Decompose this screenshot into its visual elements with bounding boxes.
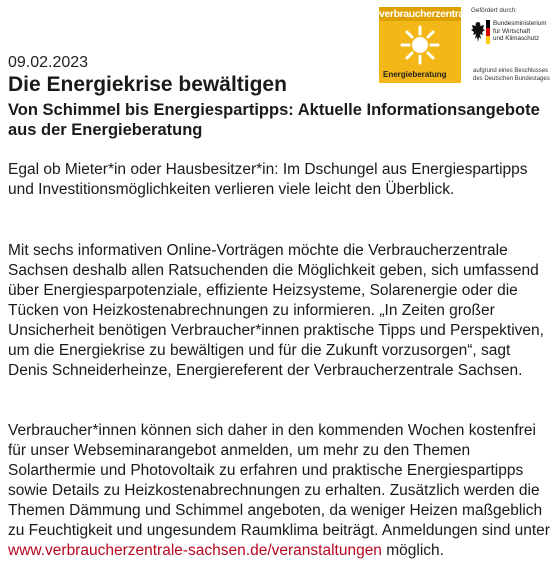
bundestag-resolution: aufgrund eines Beschlusses des Deutschen Bundestages <box>473 68 550 82</box>
paragraph-registration <box>8 421 552 561</box>
registration-text: Verbraucher*innen können sich daher in den kommenden Wochen kostenfrei für unser Webseminarangebot anmelden, um mehr zu den Themen Solarthermie und Photovoltaik zu erfahren und praktische Energiespartipps sowie Details zu Heizkostenabrechnungen zu erhalten. Zusätzlich werden die Themen Dämmung und Schimmel angeboten, da weniger Heizen maßgeblich zu Feuchtigkeit und ungesundem Raumklima beiträgt. Anmeldungen sind unter <box>8 422 550 539</box>
federal-eagle-icon <box>471 20 485 44</box>
article-subtitle: Von Schimmel bis Energiespartipps: Aktuelle Informationsangebote aus der Energieberatung <box>8 101 540 139</box>
article-date: 09.02.2023 <box>8 54 89 71</box>
paragraph-intro: Egal ob Mieter*in oder Hausbesitzer*in: Im Dschungel aus Energiespartipps und Investitionsmöglichkeiten verlieren viele leicht den Überblick. <box>8 161 528 198</box>
verbraucherzentrale-logo <box>379 7 472 83</box>
paragraph-online-talks: Mit sechs informativen Online-Vorträgen möchte die Verbraucherzentrale Sachsen deshalb allen Ratsuchenden die Möglichkeit geben, sich umfassend über Energiesparpotenziale, effiziente Heizsysteme, Solarenergie oder die Tücken von Heizkostenabrechnungen zu informieren. „In Zeiten großer Unsicherheit benötigen Verbraucher*innen praktische Tipps und Perspektiven, um die Energiekrise zu bewältigen und für die Zukunft vorzusorgen“, sagt Denis Schneiderheinze, Energiereferent der Verbraucherzentrale Sachsen. <box>8 242 544 379</box>
logo-brand-text: verbraucherzentrale <box>379 8 472 20</box>
ministry-name: Bundesministerium für Wirtschaft und Klimaschutz <box>493 20 547 42</box>
german-flag-stripe <box>486 20 490 44</box>
funded-by-label: Gefördert durch: <box>471 7 517 14</box>
logo-subline: Energieberatung <box>383 70 447 79</box>
sun-icon <box>389 23 451 67</box>
article-title: Die Energiekrise bewältigen <box>8 73 287 96</box>
registration-end: möglich. <box>381 542 444 559</box>
events-link[interactable]: www.verbraucherzentrale-sachsen.de/veranstaltungen <box>8 542 382 559</box>
sponsor-logo <box>471 7 555 87</box>
